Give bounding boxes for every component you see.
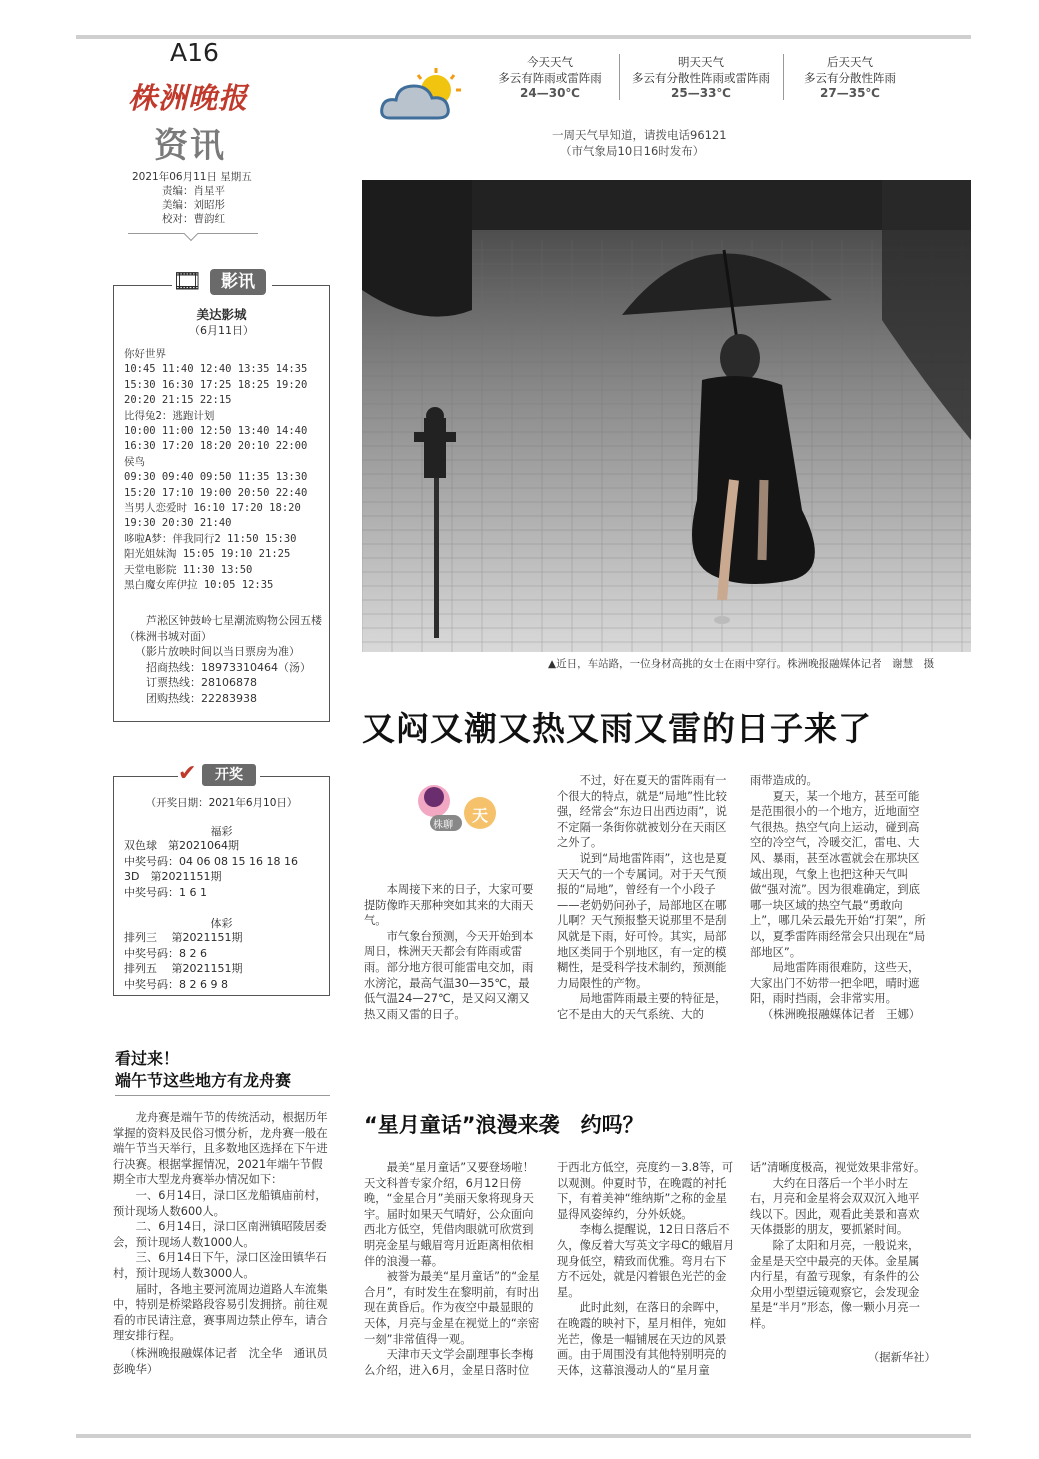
main-article-byline: （株洲晚报融媒体记者 王娜）	[762, 1008, 921, 1021]
star-article-byline: （据新华社）	[868, 1351, 936, 1364]
welfare-line: 中奖号码：1 6 1	[124, 885, 207, 899]
article-paragraph: 夏天，某一个地方，甚至可能是范围很小的一个地方，近地面空气很热。热空气向上运动，碰到高空的冷空气，冷暖交汇，雷电、大风、暴雨，甚至冰雹就会在那块区域出现，气象上也把这种天气叫做“强对流”。因为很难确定，到底哪一块区域的热空气最“勇敢向上”，哪几朵云最先开始“打架”，所以，夏季雷阵雨经常会只出现在“局部地区”。	[750, 789, 926, 959]
article-paragraph: 市气象台预测，今天开始到本周日，株洲天天都会有阵雨或雷雨。部分地方很可能雷电交加，雨水滂沱，最高气温30—35℃，最低气温24—27℃，是又闷又潮又热又雨又雷的日子。	[364, 929, 534, 1021]
movie-line: 16:30 17:20 18:20 20:10 22:00	[124, 440, 308, 453]
article-paragraph: 话”清晰度极高，视觉效果非常好。	[750, 1161, 926, 1174]
article-paragraph: 说到“局地雷阵雨”，这也是夏天天气的一个专属词。对于天气预报的“局地”，曾经有一个小段子——老奶奶问孙子，局部地区在哪儿啊？天气预报整天说那里不是刮风就是下雨，好可怜。其实，局部地区类同于个别地区，有一定的模糊性，是受科学技术制约，预测能力局限性的产物。	[557, 851, 727, 990]
bottom-rule	[76, 1434, 971, 1438]
article-paragraph: 届时，各地主要河流周边道路人车流集中，特别是桥梁路段容易引发拥挤。前往观看的市民请注意，赛事周边禁止停车，请合理安排行程。	[113, 1282, 328, 1343]
sports-line: 中奖号码：8 2 6 9 8	[124, 977, 228, 991]
weather-today-temp: 24—30℃	[520, 86, 580, 100]
weather-tomorrow-title: 明天天气	[678, 55, 724, 69]
cinema-contact	[124, 613, 324, 706]
article-paragraph: 龙舟赛是端午节的传统活动，根据历年掌握的资料及民俗习惯分析，龙舟赛一般在端午节当天举行，且多数地区选择在下午进行决赛。根据掌握情况，2021年端午节假期全市大型龙舟赛举办情况如下：	[113, 1111, 328, 1187]
cloud-sun-icon	[378, 66, 474, 126]
cinema-name: 美达影城	[196, 307, 247, 322]
weather-today-title: 今天天气	[527, 55, 573, 69]
proofreader: 校对：曹韵红	[162, 213, 225, 225]
article-paragraph: 雨带造成的。	[750, 774, 818, 787]
movie-header	[172, 265, 272, 299]
movie-schedule	[124, 347, 324, 594]
dragon-headline-1: 看过来！	[115, 1049, 180, 1068]
main-headline: 又闷又潮又热又雨又雷的日子来了	[362, 709, 872, 748]
movie-header-label: 影讯	[210, 269, 266, 295]
cinema-address: 芦淞区钟鼓岭七星潮流购物公园五楼（株洲书城对面）	[124, 614, 322, 643]
dragon-article-body	[113, 1110, 328, 1344]
weather-today	[480, 54, 620, 100]
masthead-info	[132, 170, 272, 226]
star-headline: “星月童话”浪漫来袭 约吗？	[364, 1113, 644, 1137]
weather-tomorrow	[621, 54, 781, 100]
weather-hotline: 一周天气早知道，请拨电话96121	[552, 128, 727, 142]
movie-line: 15:20 17:10 19:00 20:50 22:40	[124, 486, 308, 499]
movie-line: 10:45 11:40 12:40 13:35 14:35	[124, 363, 308, 376]
welfare-results	[124, 838, 324, 900]
movie-line: 当男人恋爱时 16:10 17:20 18:20	[124, 502, 301, 515]
weather-tomorrow-temp: 25—33℃	[671, 86, 731, 100]
movie-line: 天堂电影院 11:30 13:50	[124, 563, 253, 576]
movie-line: 侯鸟	[124, 455, 145, 468]
lottery-header-label: 开奖	[202, 764, 256, 786]
photo-caption: ▲近日，车站路，一位身材高挑的女士在雨中穿行。株洲晚报融媒体记者 谢慧 摄	[548, 658, 935, 670]
weather-dayafter-temp: 27—35℃	[820, 86, 880, 100]
date-line: 2021年06月11日 星期五	[132, 171, 252, 183]
column-badge-sub: 株聊	[433, 820, 453, 831]
welfare-line: 双色球 第2021064期	[124, 839, 239, 852]
article-paragraph: 被誉为最美“星月童话”的“金星合月”，有时发生在黎明前，有时出现在黄昏后。作为夜空中最显眼的天体，月亮与金星在视觉上的“亲密一刻”非常值得一观。	[364, 1270, 540, 1346]
dragon-rule	[115, 1095, 330, 1096]
movie-line: 10:00 11:00 12:50 13:40 14:40	[124, 425, 308, 438]
main-article-col1	[364, 882, 540, 1022]
article-paragraph: 最美“星月童话”又要登场啦！天文科普专家介绍，6月12日傍晚，“金星合月”美丽天象将现身天宇。届时如果天气晴好，公众面向西北方低空，凭借肉眼就可欣赏到明亮金星与蛾眉弯月近距离相依相伴的浪漫一幕。	[364, 1161, 534, 1268]
movie-line: 09:30 09:40 09:50 11:35 13:30	[124, 471, 308, 484]
cinema-note: （影片放映时间以当日票房为准）	[135, 645, 300, 658]
article-paragraph: 本周接下来的日子，大家可要提防像昨天那种突如其来的大雨天气。	[364, 883, 534, 928]
weather-sep	[783, 54, 784, 100]
hotline-invest: 招商热线：18973310464（汤）	[146, 660, 311, 674]
divider-notch	[184, 227, 198, 241]
hotline-booking: 订票热线：28106878	[146, 676, 257, 689]
movie-line: 20:20 21:15 22:15	[124, 394, 232, 407]
column-badge-label: 天气	[472, 806, 489, 848]
star-article-col1	[364, 1160, 544, 1378]
article-paragraph: 三、6月14日下午，渌口区淦田镇华石村，预计现场人数3000人。	[113, 1251, 327, 1280]
weather-dayafter-title: 后天天气	[827, 55, 873, 69]
article-paragraph: 除了太阳和月亮，一般说来，金星是天空中最亮的天体。金星属内行星，有盈亏现象，有条件的公众用小型望远镜观察它，会发现金星是“半月”形态，像一颗小月亮一样。	[750, 1238, 920, 1330]
article-paragraph: 天津市天文学会副理事长李梅么介绍，进入6月，金星日落时位	[364, 1348, 534, 1377]
article-paragraph: 二、6月14日，渌口区南洲镇昭陵居委会，预计现场人数1000人。	[113, 1220, 327, 1249]
article-paragraph: 此时此刻，在落日的余晖中，在晚霞的映衬下，星月相伴，宛如光芒，像是一幅铺展在天边的风景画。由于周围没有其他特别明亮的天体，这幕浪漫动人的“星月童	[557, 1301, 727, 1377]
movie-line: 比得兔2：逃跑计划	[124, 409, 215, 422]
article-paragraph: 大约在日落后一个半小时左右，月亮和金星将会双双沉入地平线以下。因此，观看此美景和喜欢天体摄影的朋友，要抓紧时间。	[750, 1176, 920, 1237]
weather-issued: （市气象局10日16时发布）	[560, 144, 705, 158]
sports-line: 中奖号码：8 2 6	[124, 946, 207, 960]
movie-line: 15:30 16:30 17:25 18:25 19:20	[124, 378, 308, 391]
star-article-col3	[750, 1160, 926, 1332]
star-article-col2	[557, 1160, 737, 1378]
movie-line: 你好世界	[124, 348, 166, 360]
welfare-title: 福彩	[210, 825, 233, 838]
article-paragraph: 局地雷阵雨很难防，这些天，大家出门不妨带一把伞吧，晴时遮阳，雨时挡雨，会非常实用。	[750, 961, 920, 1006]
lottery-date: （开奖日期：2021年6月10日）	[145, 797, 298, 809]
welfare-line: 中奖号码：04 06 08 15 16 18 16	[124, 854, 298, 868]
rain-photo	[362, 180, 971, 652]
editor: 责编：肖星平	[162, 185, 225, 197]
sports-results	[124, 930, 324, 992]
dragon-headline-2: 端午节这些地方有龙舟赛	[115, 1071, 292, 1090]
main-article-col2	[557, 773, 733, 1023]
article-paragraph: 不过，好在夏天的雷阵雨有一个很大的特点，就是“局地”性比较强，经常会“东边日出西边雨”，说不定隔一条街你就被划分在天雨区之外了。	[557, 774, 727, 850]
movie-line: 哆啦A梦：伴我同行2 11:50 15:30	[124, 532, 297, 545]
sports-line: 排列五 第2021151期	[124, 962, 243, 975]
article-paragraph: 局地雷阵雨最主要的特征是，它不是由大的天气系统、大的	[557, 992, 727, 1021]
weather-dayafter-desc: 多云有分散性阵雨	[804, 71, 896, 85]
section-title: 资讯	[154, 126, 226, 166]
hotline-group: 团购热线：22283938	[146, 691, 257, 705]
main-article-col3	[750, 773, 926, 1007]
weather-dayafter	[785, 54, 915, 100]
art-editor: 美编：刘昭彤	[162, 199, 225, 211]
article-paragraph: 于西北方低空，亮度约－3.8等，可以观测。仲夏时节，在晚霞的衬托下，有着美神“维纳斯”之称的金星显得风姿绰约，分外妖娆。	[557, 1161, 734, 1221]
lottery-header	[178, 758, 260, 790]
weather-forecast	[480, 54, 960, 110]
paper-logo: 株洲晚报	[128, 76, 258, 112]
sports-title: 体彩	[210, 917, 233, 930]
weather-tomorrow-desc: 多云有分散性阵雨或雷阵雨	[632, 71, 770, 85]
movie-line: 黑白魔女库伊拉 10:05 12:35	[124, 579, 274, 592]
weather-sep	[619, 54, 620, 100]
column-badge	[392, 775, 500, 848]
sports-line: 排列三 第2021151期	[124, 931, 243, 944]
article-paragraph: 一、6月14日，渌口区龙船镇庙前村，预计现场人数600人。	[113, 1188, 327, 1218]
weather-today-desc: 多云有阵雨或雷阵雨	[498, 71, 602, 85]
dragon-article-byline: （株洲晚报融媒体记者 沈全华 通讯员彭晚华）	[113, 1347, 328, 1376]
movie-line: 阳光姐妹淘 15:05 19:10 21:25	[124, 548, 291, 561]
movie-line: 19:30 20:30 21:40	[124, 517, 232, 530]
checkmark-icon: ✔	[178, 761, 197, 786]
film-projector-icon: 🎞	[172, 267, 203, 295]
cinema-date: （6月11日）	[189, 324, 254, 337]
page-number: A16	[170, 38, 219, 67]
article-paragraph: 李梅么提醒说，12日日落后不久，像反着大写英文字母C的蛾眉月现身低空，精致而优雅。弯月右下方不远处，就是闪着银色光芒的金星。	[557, 1223, 735, 1299]
welfare-line: 3D 第2021151期	[124, 870, 222, 883]
